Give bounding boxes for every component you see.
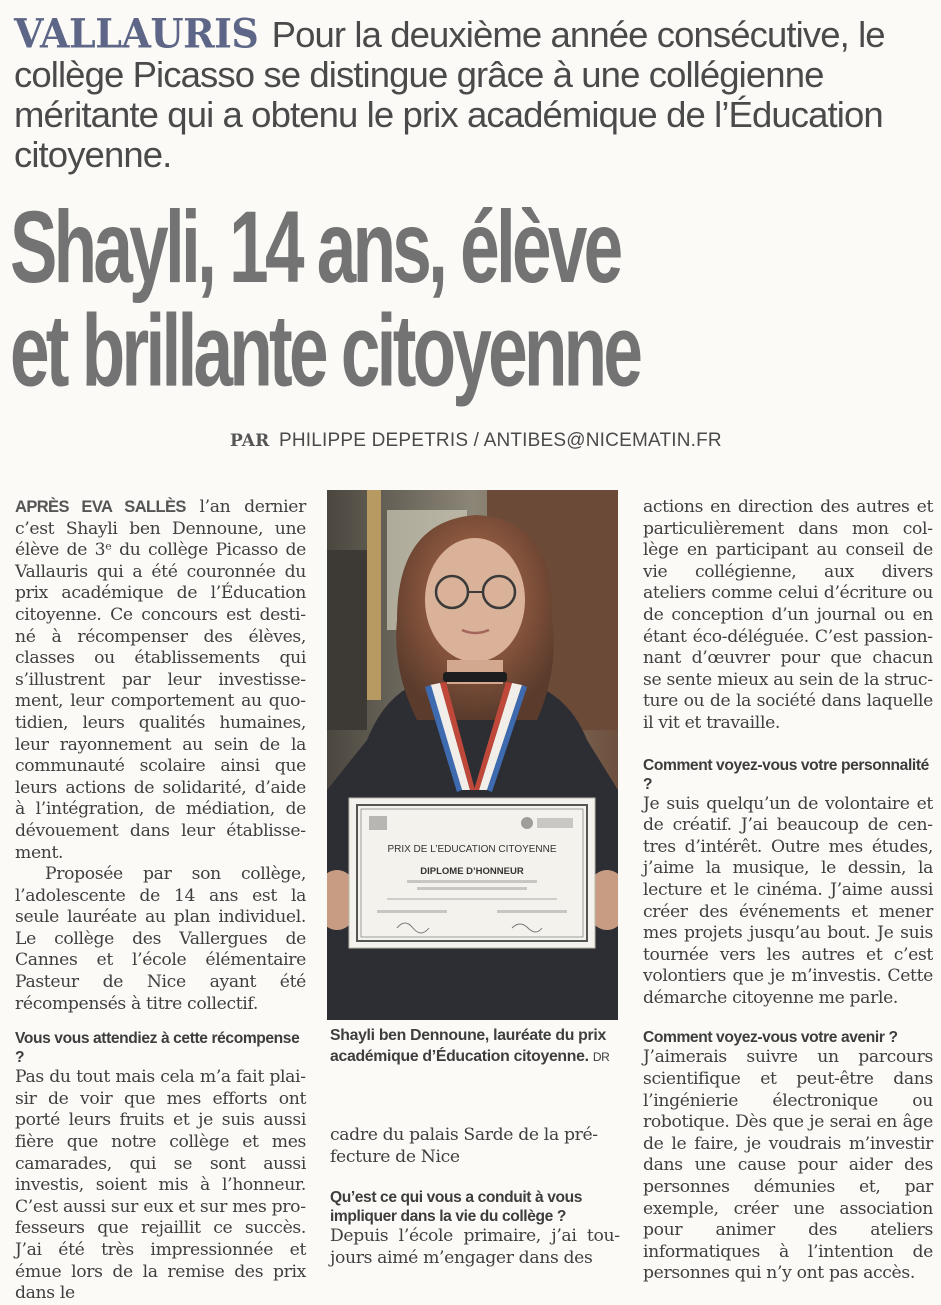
question-3: Comment voyez-vous votre personnalité ? xyxy=(643,756,929,793)
answer-1: Pas du tout mais cela m’a fait plaisir de voir que mes efforts ont porté leurs fruits et je suis aussi fière que notre collège et mes camarades, qui se sont aussi investis, soient mis à l’honneur. C’est aussi sur eux et sur mes professeurs que rejaillit ce succès. J’ai été très impressionnée et émue lors de la remise des prix dans le xyxy=(15,1067,306,1304)
location-kicker: VALLAURIS xyxy=(14,9,259,58)
standfirst-text: Pour la deuxième année consécutive, le collège Picasso se distingue grâce à une collégienne méritante qui a obtenu le prix académique de l’Éducation citoyenne. xyxy=(14,14,885,175)
lead-in: APRÈS EVA SALLÈS xyxy=(15,498,186,516)
byline-prefix: PAR xyxy=(230,431,270,451)
answer-2-continued: actions en direction des autres et particulièrement dans mon collège en participant au conseil de vie collégienne, aux divers ateliers comme celui d’écriture ou de conception d’un journal ou en étant éco-déléguée. C’est passionnant d’œuvrer pour que chacun se sente mieux au sein de la structure ou de la société dans laquelle il vit et travaille. xyxy=(643,497,933,733)
diploma-subtitle: DIPLOME D’HONNEUR xyxy=(420,866,524,877)
question-2: Qu’est ce qui vous a conduit à vous impliquer dans la vie du collège ? xyxy=(330,1189,583,1226)
headline xyxy=(10,190,691,408)
paragraph-2: Proposée par son collège, l’adolescente de 14 ans est la seule lauréate au plan individuel. Le collège des Vallergues de Cannes et l’école élémentaire Pasteur de Nice ayant été récompensés à titre collectif. xyxy=(15,864,306,1014)
answer-1-continued: cadre du palais Sarde de la préfecture de Nice xyxy=(330,1125,599,1167)
answer-3: Je suis quelqu’un de volontaire et de créatif. J’ai beaucoup de centres d’intérêt. Outre mes études, j’aime la musique, le dessin, la lecture et le cinéma. J’aime aussi créer des événements et mener mes projets jusqu’au bout. Je suis tournée vers les autres et c’est volontiers que je m’investis. Cette démarche citoyenne me parle. xyxy=(643,793,933,1008)
column-3 xyxy=(643,497,933,1285)
caption-text: Shayli ben Dennoune, lauréate du prix académique d’Éducation citoyenne. xyxy=(330,1027,606,1065)
article-photo xyxy=(327,490,618,1020)
photo-caption xyxy=(330,1026,620,1067)
question-4: Comment voyez-vous votre avenir ? xyxy=(643,1029,898,1047)
intro-text: l’an dernier c’est Shayli ben Dennoune, une élève de 3ᵉ du collège Picasso de Vallauris qui a été couronnée du prix académique de l’Éducation citoyenne. Ce concours est destiné à récompenser des élèves, classes ou établissements qui s’illustrent par leur investissement, leur comportement au quotidien, leurs qualités humaines, leur rayonnement au sein de la communauté scolaire ainsi que leurs actions de solidarité, d’aide à l’intégration, de médiation, de dévouement dans leur établissement. xyxy=(15,497,306,863)
photo-credit: DR xyxy=(592,1049,610,1064)
column-2 xyxy=(330,1125,620,1269)
byline-author: PHILIPPE DEPETRIS / ANTIBES@NICEMATIN.FR xyxy=(278,430,722,451)
answer-4: J’aimerais suivre un parcours scientifique et peut-être dans l’ingénierie électronique ou robotique. Dès que je serai en âge de le faire, je voudrais m’investir dans une cause pour aider des personnes démunies et, par exemple, créer une association pour animer des ateliers informatiques à l’intention de personnes qui n’y ont pas accès. xyxy=(643,1047,933,1284)
headline-line-1: Shayli, 14 ans, élève xyxy=(10,190,620,305)
headline-line-2: et brillante citoyenne xyxy=(10,294,640,408)
column-1 xyxy=(15,497,306,1305)
byline xyxy=(230,430,722,452)
question-1: Vous vous attendiez à cette récompense ? xyxy=(15,1030,300,1067)
photo-illustration xyxy=(327,490,618,1020)
diploma-title: PRIX DE L’EDUCATION CITOYENNE xyxy=(387,844,557,855)
standfirst xyxy=(14,9,934,175)
answer-2: Depuis l’école primaire, j’ai toujours aimé m’engager dans des xyxy=(330,1226,620,1268)
intro-paragraph xyxy=(15,497,306,864)
